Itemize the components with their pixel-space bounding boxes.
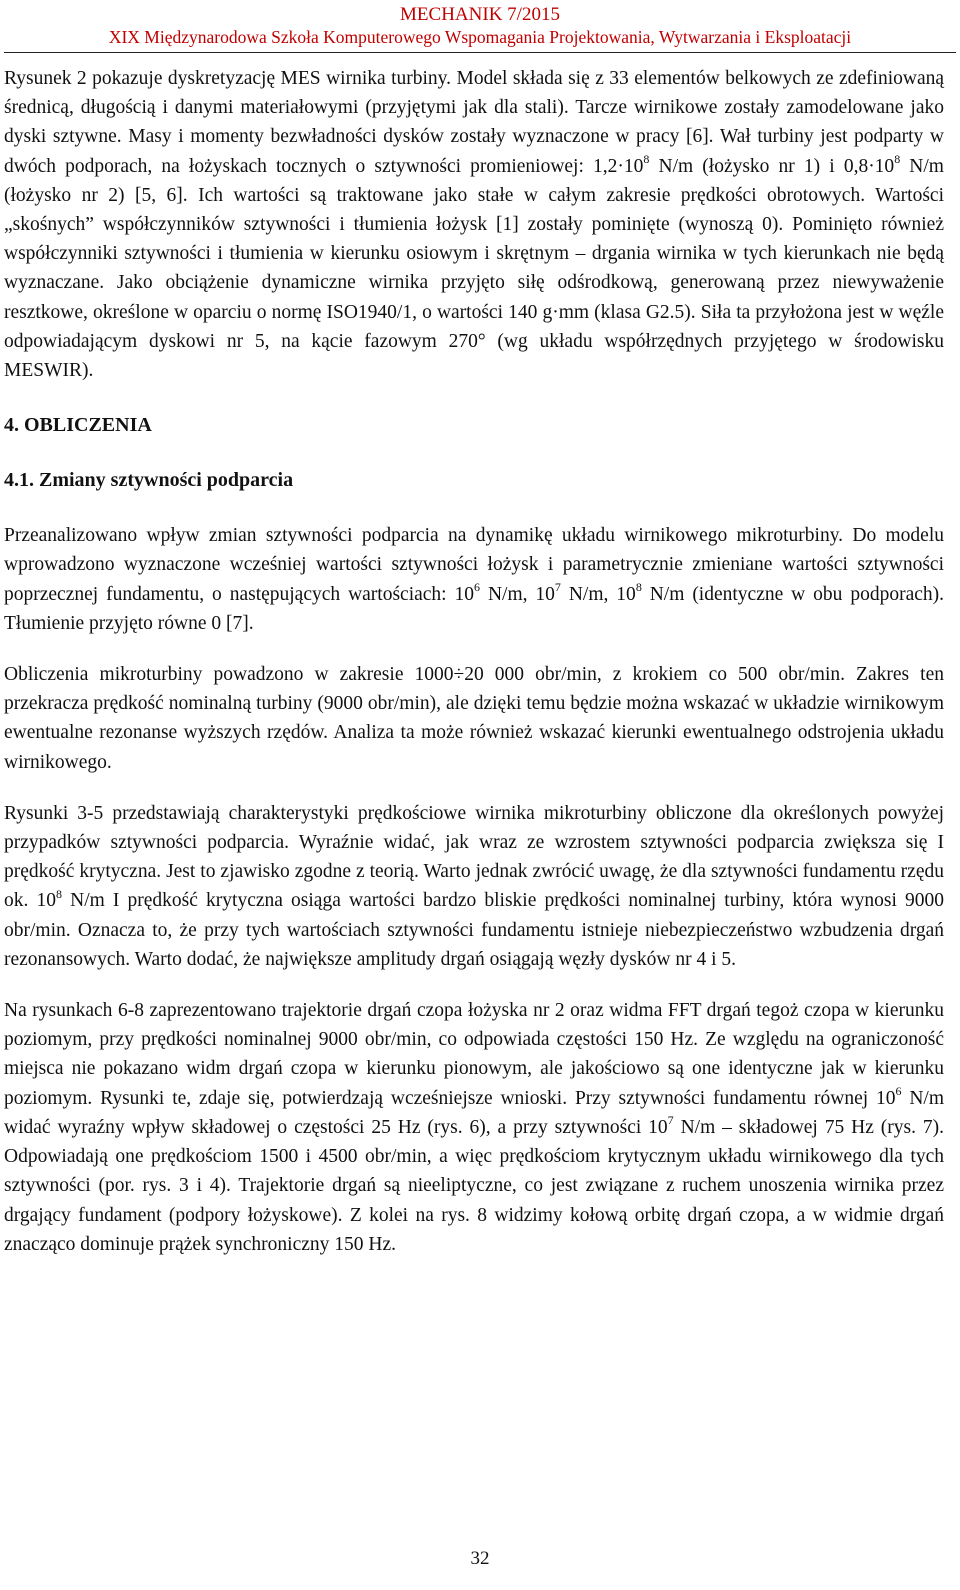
- paragraph-trajectories: [4, 996, 944, 1259]
- paragraph-text: Przeanalizowano wpływ zmian sztywności podparcia na dynamikę układu wirnikowego mikroturbiny. Do modelu wprowadzono wyznaczone wcześniej wartości sztywności łożysk i parametrycznie zmieniane wartości sztywności poprzecznej fundamentu, o następujących wartościach: 10: [4, 525, 944, 605]
- page-number: 32: [470, 1548, 490, 1569]
- paragraph-text: Rysunki 3-5 przedstawiają charakterystyki prędkościowe wirnika mikroturbiny obliczone dla określonych powyżej przypadków sztywności podparcia. Wyraźnie widać, jak wraz ze wzrostem sztywności podparcia zwiększa się I prędkość krytyczna. Jest to zjawisko zgodne z teorią. Warto jednak zwrócić uwagę, że dla sztywności fundamentu rzędu ok. 10: [4, 802, 944, 912]
- paragraph-text: N/m (identyczne w obu podporach). Tłumienie przyjęto równe 0 [7].: [4, 583, 945, 634]
- exponent: 8: [894, 152, 901, 167]
- exponent: 6: [474, 580, 481, 595]
- header-divider: [4, 52, 956, 53]
- paragraph-text: N/m widać wyraźny wpływ składowej o częstości 25 Hz (rys. 6), a przy sztywności 10: [4, 1087, 944, 1138]
- paragraph-text: N/m, 10: [480, 583, 555, 605]
- exponent: 8: [56, 886, 62, 901]
- body-text: [4, 64, 944, 1259]
- paragraph-calculation-range: Obliczenia mikroturbiny powadzono w zakresie 1000÷20 000 obr/min, z krokiem co 500 obr/min. Zakres ten przekracza prędkość nominalną turbiny (9000 obr/min), ale dzięki temu będzie można wskazać w układzie wirnikowym ewentualne rezonanse wyższych rzędów. Analiza ta może również wskazać kierunki ewentualnego odstrojenia układu wirnikowego.: [4, 664, 944, 773]
- conference-title: XIX Międzynarodowa Szkoła Komputerowego Wspomagania Projektowania, Wytwarzania i Eksploatacji: [108, 27, 852, 47]
- paragraph-speed-characteristics: [4, 799, 944, 974]
- paragraph-text: Rysunek 2 pokazuje dyskretyzację MES wirnika turbiny. Model składa się z 33 elementów belkowych ze zdefiniowaną średnicą, długością i danymi materiałowymi (przyjętymi jak dla stali). Tarcze wirnikowe zostały zamodelowane jako dyski sztywne. Masy i momenty bezwładności dysków zostały wyznaczone w pracy [6]. Wał turbiny jest podparty w dwóch podporach, na łożyskach tocznych o sztywności promieniowej: 1,2·10: [4, 68, 944, 177]
- section-heading: 4. OBLICZENIA: [4, 414, 152, 437]
- paragraph-text: N/m – składowej 75 Hz (rys. 7). Odpowiadają one prędkościom 1500 i 4500 obr/min, a więc prędkościom krytycznym układu wirnikowego dla tych sztywności (por. rys. 3 i 4). Trajektorie drgań są nieeliptyczne, co jest związane z ruchem unoszenia wirnika przez drgający fundament (podpory łożyskowe). Z kolei na rys. 8 widzimy kołową orbitę drgań czopa, a w widmie drgań znacząco dominuje prążek synchroniczny 150 Hz.: [4, 1116, 944, 1255]
- exponent: 8: [635, 580, 642, 595]
- exponent: 8: [643, 152, 650, 167]
- paragraph-text: N/m (łożysko nr 1) i 0,8·10: [649, 155, 895, 177]
- paragraph-text: N/m, 10: [560, 583, 636, 605]
- paragraph-support-stiffness: [4, 521, 944, 638]
- running-header: [0, 4, 960, 48]
- exponent: 6: [895, 1084, 902, 1099]
- journal-title: MECHANIK 7/2015: [400, 4, 560, 25]
- paragraph-text: N/m (łożysko nr 2) [5, 6]. Ich wartości są traktowane jako stałe w całym zakresie prędkości obrotowych. Wartości „skośnych” współczynników sztywności i tłumienia łożysk [1] zostały pominięte (wynoszą 0). Pominięto również współczynniki sztywności i tłumienia w kierunku osiowym i skrętnym – drgania wirnika w tych kierunkach nie będą wyznaczane. Jako obciążenie dynamiczne wirnika przyjęto siłę odśrodkową, generowaną przez niewyważenie resztkowe, określone w oparciu o normę ISO1940/1, o wartości 140 g·mm (klasa G2.5). Siła ta przyłożona jest w węźle odpowiadającym dyskowi nr 5, na kącie fazowym 270° (wg układu współrzędnych przyjętego w środowisku MESWIR).: [4, 155, 944, 382]
- subsection-heading: 4.1. Zmiany sztywności podparcia: [4, 469, 294, 492]
- paragraph-text: Na rysunkach 6-8 zaprezentowano trajektorie drgań czopa łożyska nr 2 oraz widma FFT drgań tegoż czopa w kierunku poziomym, przy prędkości nominalnej 9000 obr/min, co odpowiada częstości 150 Hz. Ze względu na ograniczoność miejsca nie pokazano widm drgań czopa w kierunku pionowym, ale jakościowo są one identyczne jak w kierunku poziomym. Rysunki te, zdaje się, potwierdzają wcześniejsze wnioski. Przy sztywności fundamentu równej 10: [4, 1000, 944, 1109]
- exponent: 7: [554, 580, 561, 595]
- paragraph-text: N/m I prędkość krytyczna osiąga wartości bardzo bliskie prędkości nominalnej turbiny, która wynosi 9000 obr/min. Oznacza to, że przy tych wartościach sztywności fundamentu istnieje niebezpieczeństwo wzbudzenia drgań rezonansowych. Warto dodać, że największe amplitudy drgań osiągają węzły dysków nr 4 i 5.: [4, 890, 944, 970]
- paragraph-model-description: [4, 64, 944, 385]
- exponent: 7: [667, 1113, 674, 1128]
